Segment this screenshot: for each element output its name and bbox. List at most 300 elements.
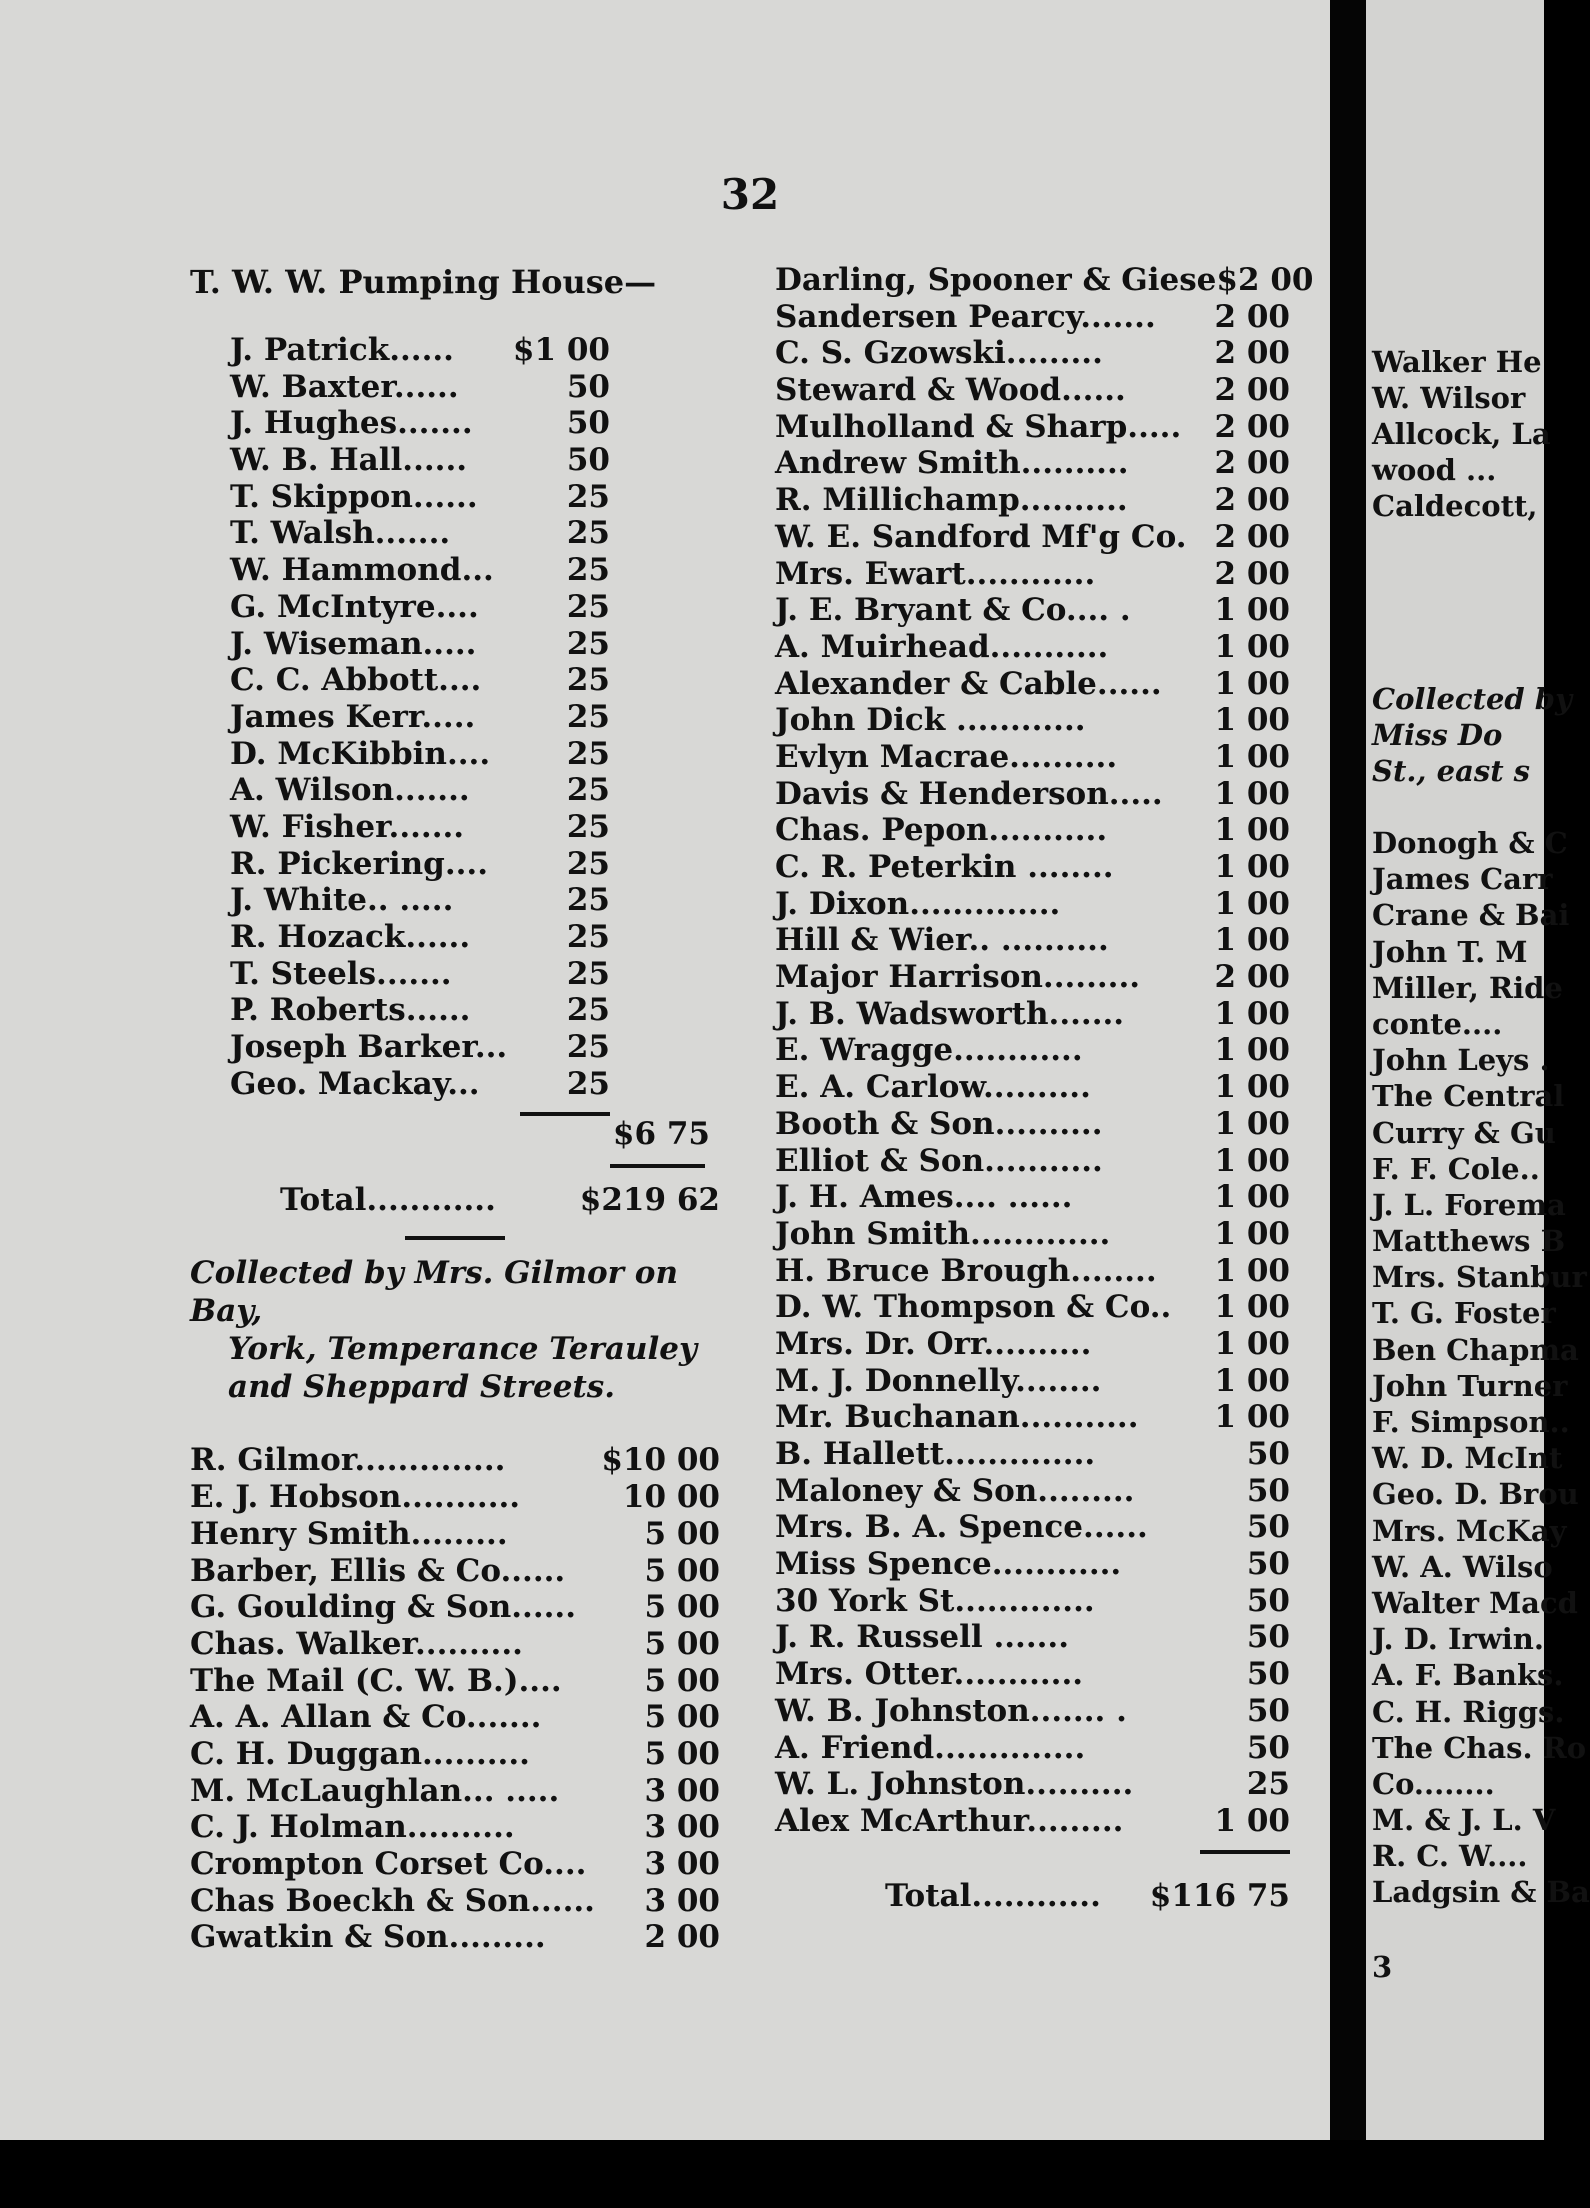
donation-amount: 25: [566, 882, 610, 919]
right-total-rule: [1200, 1850, 1290, 1854]
donor-name: J. B. Wadsworth.......: [775, 995, 1125, 1032]
donor-name: J. H. Ames.... ......: [775, 1179, 1073, 1216]
donation-amount: 1 00: [1214, 738, 1290, 775]
donation-amount: 1 00: [1214, 995, 1290, 1032]
facing-line: A. F. Banks.: [1372, 1658, 1564, 1693]
donor-name: The Mail (C. W. B.)....: [190, 1662, 562, 1699]
left-column: [190, 262, 720, 1956]
facing-line: conte....: [1372, 1006, 1503, 1041]
facing-line: James Carr: [1372, 862, 1553, 897]
donation-amount: 25: [566, 772, 610, 809]
donor-name: W. E. Sandford Mf'g Co.: [775, 518, 1187, 555]
donor-name: Alexander & Cable......: [775, 665, 1162, 702]
donation-amount: 1 00: [1214, 592, 1290, 629]
donation-amount: 5 00: [644, 1735, 720, 1772]
list-item: [775, 739, 1290, 776]
donor-name: A. Wilson.......: [230, 772, 470, 809]
list-item: [775, 776, 1290, 813]
donation-amount: 50: [1246, 1472, 1290, 1509]
donor-name: Darling, Spooner & Giese: [775, 262, 1217, 298]
donor-name: E. A. Carlow..........: [775, 1069, 1091, 1106]
donor-name: R. Gilmor..............: [190, 1442, 506, 1479]
donor-name: C. C. Abbott....: [230, 662, 482, 699]
donor-name: J. Hughes.......: [230, 405, 473, 442]
list-item: [230, 479, 610, 516]
list-item: [190, 1919, 720, 1956]
donation-amount: 1 00: [1214, 1399, 1290, 1436]
facing-line: Co........: [1372, 1766, 1495, 1801]
facing-heading-line: St., east s: [1372, 754, 1531, 788]
donation-amount: 50: [1246, 1546, 1290, 1583]
facing-line: R. C. W....: [1372, 1839, 1528, 1874]
list-item: [775, 1766, 1290, 1803]
list-item: [230, 809, 610, 846]
donation-amount: 1 00: [1214, 849, 1290, 885]
list-item: [230, 332, 610, 369]
donor-name: Major Harrison.........: [775, 959, 1141, 996]
right-column: [775, 262, 1314, 1922]
total-rule: [610, 1164, 705, 1168]
donation-amount: 2 00: [1214, 445, 1290, 482]
donation-amount: 3 00: [644, 1809, 720, 1846]
list-item: [230, 589, 610, 626]
donor-name: C. J. Holman..........: [190, 1809, 515, 1846]
facing-line: Crane & Bai: [1372, 898, 1570, 933]
list-item: [775, 1106, 1290, 1143]
donation-amount: 1 00: [1214, 1802, 1290, 1839]
facing-line: Caldecott,: [1372, 489, 1538, 523]
donation-amount: 50: [1246, 1656, 1290, 1693]
grand-total-row: [280, 1182, 720, 1224]
facing-line: J. L. Forema: [1372, 1187, 1566, 1222]
donation-amount: 1 00: [1214, 1325, 1290, 1362]
list-item: [775, 959, 1290, 996]
donation-amount: 25: [566, 808, 610, 845]
facing-list: [1372, 826, 1590, 1912]
donor-name: J. E. Bryant & Co.... .: [775, 592, 1131, 629]
donor-name: Hill & Wier.. ..........: [775, 922, 1109, 959]
facing-line: The Chas. Ro: [1372, 1730, 1587, 1765]
donation-amount: $1 00: [512, 332, 610, 368]
donor-name: Booth & Son..........: [775, 1105, 1103, 1142]
list-item: [775, 1509, 1290, 1546]
list-item: [190, 1626, 720, 1663]
donor-name: Elliot & Son...........: [775, 1142, 1103, 1179]
donation-amount: 25: [566, 625, 610, 662]
donation-amount: 1 00: [1214, 1215, 1290, 1252]
facing-line: M. & J. L. V: [1372, 1803, 1556, 1838]
facing-heading-line: Miss Do: [1372, 718, 1503, 752]
facing-line: W. D. McInt: [1372, 1441, 1563, 1476]
donor-name: Alex McArthur.........: [775, 1802, 1124, 1839]
facing-line: F. F. Cole..: [1372, 1151, 1540, 1186]
donation-amount: 5 00: [644, 1515, 720, 1552]
list-item: [230, 956, 610, 993]
facing-line: Walker He: [1372, 345, 1542, 379]
list-item: [775, 1693, 1290, 1730]
list-item: [775, 556, 1290, 593]
facing-line: The Central: [1372, 1079, 1565, 1114]
donation-amount: 1 00: [1214, 1069, 1290, 1106]
donor-name: A. A. Allan & Co.......: [190, 1699, 542, 1736]
donor-name: H. Bruce Brough........: [775, 1252, 1157, 1289]
donor-name: C. H. Duggan..........: [190, 1735, 530, 1772]
list-item: [230, 405, 610, 442]
facing-line: wood ...: [1372, 453, 1497, 487]
list-item: [775, 629, 1290, 666]
donation-amount: 25: [566, 552, 610, 589]
donation-amount: 25: [566, 735, 610, 772]
list-item: [190, 1773, 720, 1810]
donation-amount: 1 00: [1214, 1289, 1290, 1326]
donation-amount: 25: [566, 515, 610, 552]
list-item: [775, 262, 1314, 299]
list-item: [775, 1253, 1290, 1290]
list-item: [775, 1032, 1290, 1069]
right-total-amount: $116 75: [1149, 1877, 1290, 1914]
collected-line-1: Collected by Mrs. Gilmor on Bay,: [190, 1255, 679, 1330]
donor-name: Chas Boeckh & Son......: [190, 1882, 595, 1919]
list-item: [775, 299, 1290, 336]
donor-name: Joseph Barker...: [230, 1029, 508, 1066]
donor-name: John Dick ............: [775, 702, 1086, 739]
list-item: [775, 922, 1290, 959]
facing-line: F. Simpson..: [1372, 1405, 1570, 1439]
list-item: [230, 552, 610, 589]
list-item: [775, 1436, 1290, 1473]
donor-name: G. Goulding & Son......: [190, 1589, 577, 1626]
right-list: [775, 262, 1314, 1840]
collected-line-3: and Sheppard Streets.: [228, 1369, 616, 1406]
page-gutter: [1330, 0, 1366, 2208]
list-item: [775, 1473, 1290, 1510]
donor-name: E. J. Hobson...........: [190, 1479, 521, 1516]
donation-amount: 3 00: [644, 1846, 720, 1882]
donation-amount: 5 00: [644, 1699, 720, 1736]
list-item: [775, 1583, 1290, 1620]
donation-amount: 25: [566, 588, 610, 625]
donation-amount: 2 00: [1214, 518, 1290, 555]
donor-name: M. J. Donnelly........: [775, 1362, 1102, 1399]
donation-amount: 1 00: [1214, 702, 1290, 739]
donation-amount: 25: [566, 1065, 610, 1102]
donation-amount: 1 00: [1214, 665, 1290, 702]
donation-amount: 2 00: [644, 1919, 720, 1956]
right-total-label: Total............: [885, 1877, 1101, 1914]
donor-name: Sandersen Pearcy.......: [775, 298, 1156, 335]
list-item: [775, 372, 1290, 409]
list-item: [775, 592, 1290, 629]
list-item: [775, 335, 1290, 372]
donor-name: Geo. Mackay...: [230, 1065, 480, 1102]
donor-name: Evlyn Macrae..........: [775, 738, 1118, 775]
donation-amount: 1 00: [1214, 628, 1290, 665]
donor-name: J. Dixon..............: [775, 885, 1061, 922]
pumping-house-list: [230, 332, 610, 1102]
list-item: [775, 409, 1290, 446]
donation-amount: 1 00: [1214, 812, 1290, 849]
list-item: [775, 1363, 1290, 1400]
facing-line: Allcock, La: [1372, 417, 1551, 451]
list-item: [775, 1546, 1290, 1583]
donor-name: Henry Smith.........: [190, 1515, 508, 1552]
facing-line: Geo. D. Brou: [1372, 1477, 1579, 1512]
donor-name: W. Fisher.......: [230, 808, 465, 845]
donation-amount: 50: [1246, 1729, 1290, 1766]
donation-amount: 50: [1246, 1619, 1290, 1656]
list-item: [775, 1803, 1290, 1840]
list-item: [230, 992, 610, 1029]
collected-by-heading: [190, 1254, 720, 1406]
donor-name: R. Hozack......: [230, 919, 471, 955]
donation-amount: 25: [566, 662, 610, 699]
facing-line: W. Wilsor: [1372, 381, 1526, 415]
list-item: [190, 1663, 720, 1700]
facing-line: John Turner: [1372, 1368, 1568, 1403]
donation-amount: 2 00: [1214, 372, 1290, 409]
donation-amount: 50: [1246, 1692, 1290, 1729]
list-item: [775, 702, 1290, 739]
donor-name: W. L. Johnston..........: [775, 1766, 1134, 1803]
donor-name: T. Steels.......: [230, 955, 452, 992]
facing-line: Walter Macd: [1372, 1585, 1578, 1620]
list-item: [775, 1619, 1290, 1656]
donation-amount: 25: [1246, 1766, 1290, 1803]
donor-name: J. Wiseman.....: [230, 625, 477, 662]
list-item: [190, 1479, 720, 1516]
donation-amount: 1 00: [1214, 1032, 1290, 1069]
facing-heading-line: Collected by: [1372, 682, 1572, 716]
facing-line: Curry & Gu: [1372, 1115, 1556, 1150]
list-item: [775, 1289, 1290, 1326]
list-item: [230, 736, 610, 773]
donor-name: R. Millichamp..........: [775, 482, 1128, 519]
list-item: [190, 1589, 720, 1626]
list-item: [775, 666, 1290, 703]
donation-amount: 25: [566, 698, 610, 735]
donor-name: T. Walsh.......: [230, 515, 451, 552]
facing-line: Mrs. Stanbur: [1372, 1260, 1587, 1295]
donor-name: A. Muirhead...........: [775, 628, 1109, 665]
facing-top-list: [1372, 345, 1551, 525]
facing-line: W. A. Wilso: [1372, 1549, 1553, 1584]
donor-name: Crompton Corset Co....: [190, 1846, 587, 1882]
donation-amount: 5 00: [644, 1552, 720, 1589]
donation-amount: 1 00: [1214, 1179, 1290, 1216]
donor-name: C. R. Peterkin ........: [775, 849, 1114, 885]
donor-name: J. Patrick......: [230, 332, 454, 368]
list-item: [775, 1143, 1290, 1180]
section-divider: [405, 1236, 505, 1240]
donor-name: Davis & Henderson.....: [775, 775, 1163, 812]
donation-amount: 25: [566, 1029, 610, 1066]
list-item: [230, 662, 610, 699]
donor-name: W. Hammond...: [230, 552, 494, 589]
list-item: [230, 882, 610, 919]
donor-name: E. Wragge............: [775, 1032, 1083, 1069]
donor-name: Chas. Walker..........: [190, 1625, 523, 1662]
donation-amount: 2 00: [1214, 298, 1290, 335]
donation-amount: 3 00: [644, 1882, 720, 1919]
list-item: [775, 812, 1290, 849]
subtotal-amount: $6 75: [612, 1116, 710, 1153]
donor-name: Gwatkin & Son.........: [190, 1919, 546, 1956]
total-label: Total............: [280, 1182, 496, 1219]
donation-amount: 50: [566, 368, 610, 405]
gilmor-list: [190, 1442, 720, 1956]
list-item: [775, 1179, 1290, 1216]
donor-name: B. Hallett..............: [775, 1436, 1096, 1472]
list-item: [190, 1516, 720, 1553]
signature-mark: 3: [1372, 1950, 1393, 1984]
donor-name: C. S. Gzowski.........: [775, 335, 1103, 372]
donation-amount: $10 00: [601, 1442, 720, 1479]
donation-amount: 50: [1246, 1582, 1290, 1619]
list-item: [190, 1846, 720, 1883]
donor-name: Maloney & Son.........: [775, 1472, 1135, 1509]
donor-name: D. W. Thompson & Co..: [775, 1289, 1172, 1326]
donor-name: James Kerr.....: [230, 698, 476, 735]
list-item: [230, 699, 610, 736]
list-item: [190, 1736, 720, 1773]
list-item: [775, 1326, 1290, 1363]
list-item: [775, 445, 1290, 482]
donation-amount: 25: [566, 845, 610, 882]
donation-amount: 5 00: [644, 1589, 720, 1626]
list-item: [230, 1029, 610, 1066]
list-item: [230, 515, 610, 552]
facing-line: Ben Chapma: [1372, 1332, 1579, 1367]
donation-amount: 5 00: [644, 1625, 720, 1662]
donation-amount: 25: [566, 955, 610, 992]
donor-name: M. McLaughlan... .....: [190, 1772, 560, 1809]
list-item: [190, 1699, 720, 1736]
donor-name: T. Skippon......: [230, 478, 478, 515]
donor-name: D. McKibbin....: [230, 735, 491, 772]
donor-name: P. Roberts......: [230, 992, 471, 1029]
donor-name: Steward & Wood......: [775, 372, 1126, 409]
donation-amount: 2 00: [1214, 408, 1290, 445]
facing-line: Miller, Ride: [1372, 970, 1563, 1005]
list-item: [775, 1399, 1290, 1436]
list-item: [775, 1069, 1290, 1106]
donation-amount: 25: [566, 992, 610, 1029]
donor-name: W. B. Hall......: [230, 442, 468, 479]
donation-amount: 50: [1246, 1509, 1290, 1546]
donation-amount: 25: [566, 478, 610, 515]
donor-name: W. B. Johnston....... .: [775, 1692, 1127, 1729]
donor-name: W. Baxter......: [230, 368, 459, 405]
donation-amount: 1 00: [1214, 1252, 1290, 1289]
list-item: [230, 1066, 610, 1103]
donation-amount: 2 00: [1214, 959, 1290, 996]
list-item: [230, 919, 610, 956]
list-item: [775, 849, 1290, 886]
donation-amount: 50: [566, 442, 610, 479]
facing-line: John Leys .: [1372, 1043, 1550, 1078]
donor-name: Mrs. B. A. Spence......: [775, 1509, 1148, 1546]
donation-amount: 1 00: [1214, 1142, 1290, 1179]
donation-amount: 3 00: [644, 1772, 720, 1809]
list-item: [775, 996, 1290, 1033]
list-item: [190, 1883, 720, 1920]
scan-border: [0, 2140, 1544, 2208]
donation-amount: 1 00: [1214, 922, 1290, 959]
right-total-row: [885, 1878, 1290, 1922]
facing-line: J. D. Irwin.: [1372, 1622, 1544, 1657]
list-item: [775, 1216, 1290, 1253]
donor-name: John Smith.............: [775, 1215, 1111, 1252]
page-number: 32: [720, 170, 780, 219]
donation-amount: $2 00: [1216, 262, 1314, 298]
donor-name: R. Pickering....: [230, 845, 489, 882]
donation-amount: 10 00: [622, 1479, 720, 1516]
donor-name: Andrew Smith..........: [775, 445, 1129, 482]
donor-name: J. R. Russell .......: [775, 1619, 1070, 1656]
facing-line: C. H. Riggs.: [1372, 1694, 1565, 1729]
donor-name: Chas. Pepon...........: [775, 812, 1108, 849]
donor-name: Barber, Ellis & Co......: [190, 1552, 566, 1589]
list-item: [190, 1809, 720, 1846]
list-item: [230, 846, 610, 883]
facing-line: Matthews B: [1372, 1224, 1566, 1259]
list-item: [775, 482, 1290, 519]
donation-amount: 25: [566, 919, 610, 955]
list-item: [775, 519, 1290, 556]
list-item: [775, 886, 1290, 923]
list-item: [775, 1730, 1290, 1767]
facing-line: T. G. Foster: [1372, 1296, 1556, 1331]
donor-name: Miss Spence............: [775, 1546, 1122, 1583]
pumping-house-subtotal: [190, 1116, 720, 1156]
donor-name: Mrs. Ewart............: [775, 555, 1096, 592]
donor-name: G. McIntyre....: [230, 588, 479, 625]
facing-collected-heading: [1372, 680, 1572, 788]
facing-line: Donogh & C: [1372, 826, 1568, 860]
list-item: [190, 1442, 720, 1479]
donation-amount: 1 00: [1214, 775, 1290, 812]
donor-name: Mrs. Otter............: [775, 1656, 1084, 1693]
list-item: [230, 369, 610, 406]
list-item: [230, 442, 610, 479]
donation-amount: 5 00: [644, 1662, 720, 1699]
donor-name: Mr. Buchanan...........: [775, 1399, 1139, 1436]
list-item: [190, 1553, 720, 1590]
facing-line: Ladgsin & Ba: [1372, 1875, 1590, 1910]
donor-name: A. Friend..............: [775, 1729, 1086, 1766]
donation-amount: 1 00: [1214, 1105, 1290, 1142]
donation-amount: 1 00: [1214, 1362, 1290, 1399]
collected-line-2: York, Temperance Terauley: [228, 1331, 697, 1368]
donation-amount: 2 00: [1214, 335, 1290, 372]
total-amount: $219 62: [579, 1182, 720, 1219]
facing-line: Mrs. McKay: [1372, 1513, 1567, 1548]
list-item: [230, 772, 610, 809]
donor-name: 30 York St.............: [775, 1582, 1095, 1619]
list-item: [230, 626, 610, 663]
pumping-house-heading: T. W. W. Pumping House—: [190, 263, 657, 301]
donation-amount: 2 00: [1214, 482, 1290, 519]
facing-line: John T. M: [1372, 934, 1528, 969]
donation-amount: 50: [1246, 1436, 1290, 1472]
list-item: [775, 1656, 1290, 1693]
donation-amount: 2 00: [1214, 555, 1290, 592]
donor-name: Mulholland & Sharp.....: [775, 408, 1182, 445]
donation-amount: 1 00: [1214, 885, 1290, 922]
donor-name: Mrs. Dr. Orr..........: [775, 1325, 1092, 1362]
donation-amount: 50: [566, 405, 610, 442]
donor-name: J. White.. .....: [230, 882, 454, 919]
